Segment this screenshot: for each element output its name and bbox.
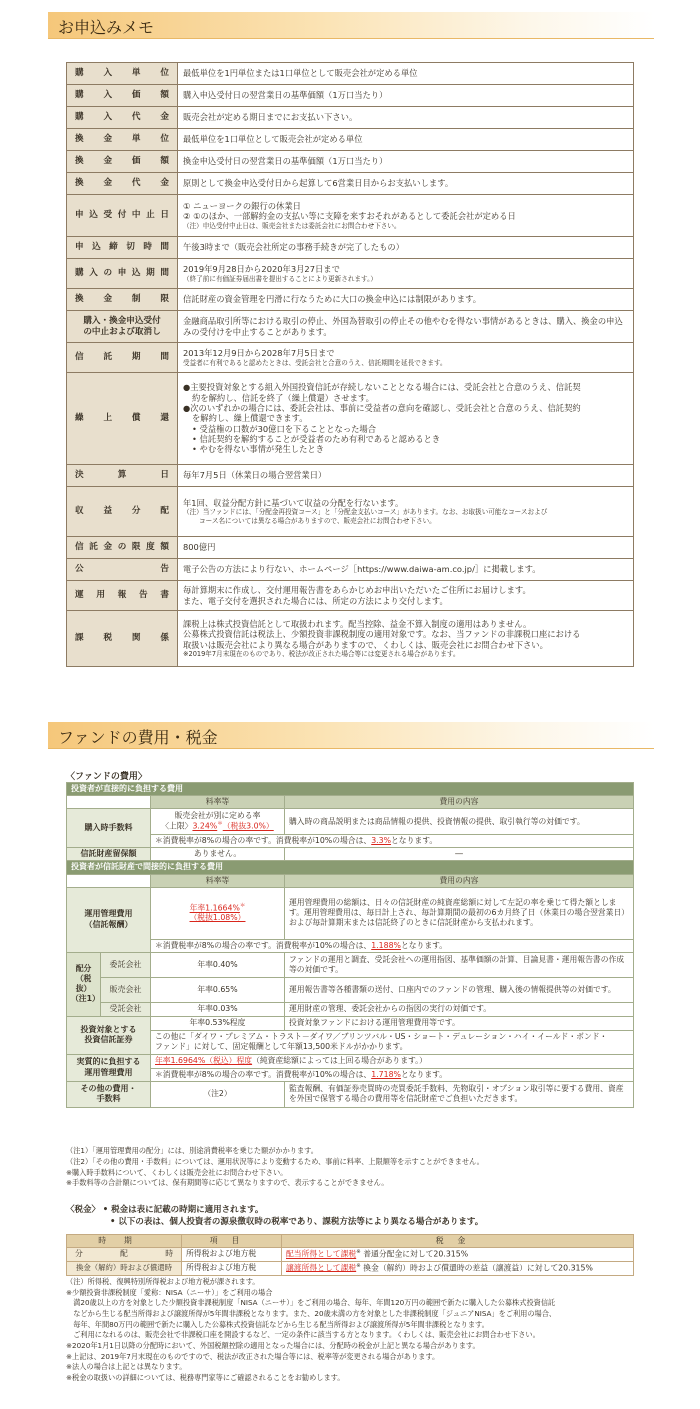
buy-fee-content: 購入時の商品説明または商品情報の提供、投資情報の提供、取引執行等の対価です。 <box>285 809 634 835</box>
other-key-1: その他の費用・ <box>80 1083 137 1093</box>
fee-row-retain <box>67 848 634 861</box>
fee-row-other <box>67 1081 634 1107</box>
memo-key: 信託金の限度額 <box>67 537 178 559</box>
tax-mark: ※ <box>356 1262 361 1269</box>
target-content: 投資対象ファンドにおける運用管理費用等です。 <box>285 1016 634 1030</box>
buy-note-c: となります。 <box>391 836 438 846</box>
tax-kind: 譲渡所得として課税 <box>286 1263 357 1273</box>
alloc-row <box>67 952 634 977</box>
alloc-label-3: （注1） <box>71 994 100 1004</box>
fees-header <box>67 796 634 809</box>
memo-row <box>67 343 634 373</box>
memo-key: 購入代金 <box>67 107 178 129</box>
memo-value: 信託財産の資金管理を円滑に行なうために大口の換金申込には制限があります。 <box>178 289 634 311</box>
tax-th-time: 時期 <box>67 1235 182 1248</box>
tax-item: 所得税および地方税 <box>182 1261 282 1275</box>
fee-row-mgmt <box>67 887 634 939</box>
fees-note: （注2）「その他の費用・手数料」については、運用状況等により変動するため、事前に料率、上限額等を示すことができません。 <box>66 1156 484 1166</box>
memo-row <box>67 581 634 611</box>
period-value: 2019年9月28日から2020年3月27日まで <box>183 264 340 275</box>
alloc-label-1: 配分 <box>75 964 92 974</box>
cancel-key-2: の中止および取消し <box>83 326 161 337</box>
tax-note: （注）所得税、復興特別所得税および地方税が課されます。 <box>66 1277 260 1286</box>
tax-table <box>66 1234 634 1276</box>
alloc-name: 委託会社 <box>101 952 151 977</box>
tax-label: 〈税金〉 <box>66 1205 101 1215</box>
memo-row <box>67 107 634 129</box>
memo-value <box>178 259 634 289</box>
period-note: （終了前に有価証券届出書を提出することにより更新されます。） <box>183 274 377 283</box>
memo-key: 収益分配 <box>67 487 178 537</box>
buy-rate-ex: （税抜3.0%） <box>222 822 274 832</box>
buy-rate-prefix: 〈上限〉 <box>161 822 193 832</box>
header-content: 費用の内容 <box>285 874 634 887</box>
memo-key: 決算日 <box>67 465 178 487</box>
alloc-label <box>67 952 101 1016</box>
redeem-line: • 受益権の口数が30億口を下ることとなった場合 <box>192 423 377 434</box>
fees-band <box>67 783 634 796</box>
tax-note: ※2020年1月1日以降の分配時において、外国税額控除の適用となった場合には、分配時の税金が上記と異なる場合があります。 <box>66 1340 480 1350</box>
alloc-rate: 年率0.03% <box>151 1002 285 1016</box>
real-key <box>67 1054 151 1081</box>
redeem-line: • やむを得ない事情が発生したとき <box>192 444 324 455</box>
buy-fee-rate <box>151 809 285 835</box>
memo-value <box>178 611 634 667</box>
memo-row <box>67 487 634 537</box>
dist-value: 年1回、収益分配方針に基づいて収益の分配を行ないます。 <box>183 498 404 509</box>
dist-note: （注）当ファンドには、「分配金再投資コース」と「分配金支払いコース」があります。なお、お取扱い可能なコースおよび <box>183 508 548 517</box>
other-rate: （注2） <box>151 1081 285 1107</box>
tax-desc-text: 普通分配金に対して20.315% <box>363 1249 469 1259</box>
mgmt-key-2: （信託報酬） <box>84 919 133 929</box>
memo-row <box>67 465 634 487</box>
memo-key: 換金価額 <box>67 151 178 173</box>
fee-note-row <box>67 1068 634 1081</box>
redeem-line: ●主要投資対象とする組入外国投資信託が存続しないこととなる場合には、受託会社と合意のうえ、信託契 <box>183 382 581 393</box>
memo-value: 換金申込受付日の翌営業日の基準価額（1万口当たり） <box>178 151 634 173</box>
target-rate: 年率0.53%程度 <box>151 1016 285 1030</box>
real-note-a: ＊消費税率が8%の場合の率です。消費税率が10%の場合は、 <box>155 1069 372 1079</box>
alloc-content: 運用財産の管理、委託会社からの指図の実行の対価です。 <box>285 1002 634 1016</box>
memo-row <box>67 173 634 195</box>
stop-note: （注）申込受付中止日は、販売会社または委託会社にお問合わせ下さい。 <box>183 221 401 230</box>
alloc-rate: 年率0.40% <box>151 952 285 977</box>
memo-key: 信託期間 <box>67 343 178 373</box>
buy-fee-key: 購入時手数料 <box>67 809 151 848</box>
real-key-2: 運用管理費用 <box>84 1067 133 1077</box>
tax-kind: 配当所得として課税 <box>286 1249 357 1259</box>
tax-line-2: • 以下の表は、個人投資者の源泉徴収時の税率であり、課税方法等により異なる場合があります。 <box>110 1217 484 1228</box>
retain-key: 信託財産留保額 <box>67 848 151 861</box>
memo-row <box>67 537 634 559</box>
memo-value: 金融商品取引所等における取引の停止、外国為替取引の停止その他やむを得ない事情があるときは、購入、換金の申込みの受付けを中止することがあります。 <box>178 311 634 343</box>
memo-row <box>67 311 634 343</box>
memo-key: 課税関係 <box>67 611 178 667</box>
buy-rate-mark: ＊ <box>217 821 223 828</box>
tax-row <box>67 1261 634 1275</box>
tax-th-item: 項目 <box>182 1235 282 1248</box>
real-rate <box>151 1054 634 1068</box>
redeem-line: 約を解約し、信託を終了（繰上償還）させます。 <box>192 392 374 403</box>
alloc-content: ファンドの運用と調査、受託会社への運用指図、基準価額の計算、目論見書・運用報告書の作成等の対価です。 <box>285 952 634 977</box>
other-key <box>67 1081 151 1107</box>
memo-key: 公告 <box>67 559 178 581</box>
memo-value <box>178 487 634 537</box>
target-key-2: 投資信託証券 <box>84 1035 133 1045</box>
tax-note: ※税金の取扱いの詳細については、税務専門家等にご確認されることをお勧めします。 <box>66 1372 345 1382</box>
memo-value <box>178 373 634 465</box>
alloc-row <box>67 1002 634 1016</box>
memo-value: 毎年7月5日（休業日の場合翌営業日） <box>178 465 634 487</box>
mgmt-rate-2: （税抜1.08%） <box>189 913 246 923</box>
buy-rate-line: 販売会社が別に定める率 <box>174 811 261 821</box>
other-content: 監査報酬、有価証券売買時の売買委託手数料、先物取引・オプション取引等に要する費用、資産を外国で保管する場合の費用等を信託財産でご負担いただきます。 <box>285 1081 634 1107</box>
tax-note: ご利用になれるのは、販売会社で非課税口座を開設するなど、一定の条件に該当する方となります。くわしくは、販売会社にお問合わせ下さい。 <box>66 1330 540 1340</box>
memo-value: 販売会社が定める期日までにお支払い下さい。 <box>178 107 634 129</box>
tax-note: 満20歳以上の方を対象とした少額投資非課税制度「NISA（ニーサ）」をご利用の場合、毎年、年間120万円の範囲で新たに購入した公募株式投資信託 <box>66 1298 556 1308</box>
memo-row <box>67 373 634 465</box>
memo-key: 申込受付中止日 <box>67 195 178 237</box>
cancel-key-1: 購入・換金申込受付 <box>83 315 161 326</box>
section-header-fees <box>48 722 654 749</box>
tax-desc <box>282 1261 634 1275</box>
fee-row-real <box>67 1054 634 1068</box>
target-key-1: 投資対象とする <box>80 1024 137 1034</box>
trust-note: 受益者に有利であると認めたときは、受託会社と合意のうえ、信託期間を延長できます。 <box>183 358 447 367</box>
tax-note: ※少額投資非課税制度「愛称：NISA（ニーサ）」をご利用の場合 <box>66 1287 273 1297</box>
tax-time: 分配時 <box>67 1248 182 1262</box>
tax-header <box>67 1235 634 1248</box>
real-note-c: となります。 <box>400 1069 448 1079</box>
memo-value: 購入申込受付日の翌営業日の基準価額（1万口当たり） <box>178 85 634 107</box>
band-direct: 投資者が直接的に負担する費用 <box>67 783 634 796</box>
tax-desc-text: 換金（解約）時および償還時の差益（譲渡益）に対して20.315% <box>363 1263 593 1273</box>
real-note <box>151 1068 634 1081</box>
mgmt-note-b: 1.188% <box>371 940 401 950</box>
fee-row-target <box>67 1016 634 1030</box>
memo-key: 購入単位 <box>67 63 178 85</box>
fees-table <box>66 782 634 1108</box>
memo-row <box>67 237 634 259</box>
memo-row <box>67 289 634 311</box>
tax-mark: ※ <box>356 1249 361 1256</box>
memo-key: 換金単位 <box>67 129 178 151</box>
memo-value <box>178 581 634 611</box>
mgmt-note-c: となります。 <box>400 940 448 950</box>
stop-line-1: ① ニューヨークの銀行の休業日 <box>183 201 301 212</box>
memo-key: 申込締切時間 <box>67 237 178 259</box>
memo-value: 最低単位を1円単位または1口単位として販売会社が定める単位 <box>178 63 634 85</box>
memo-row <box>67 259 634 289</box>
target-note-2: ファンド」に対して、固定報酬として年額13,500米ドルがかかります。 <box>155 1042 408 1052</box>
tax-note: ※2019年7月末現在のものであり、税法が改正された場合等には変更される場合があります。 <box>183 649 460 658</box>
header-rate: 料率等 <box>151 874 285 887</box>
alloc-rate: 年率0.65% <box>151 977 285 1002</box>
memo-key <box>67 311 178 343</box>
tax-th-tax: 税金 <box>282 1235 634 1248</box>
memo-key: 換金代金 <box>67 173 178 195</box>
retain-content: ― <box>285 848 634 861</box>
mgmt-rate-1: 年率1.1664% <box>189 903 240 913</box>
mgmt-rate-mark: ＊ <box>239 902 246 909</box>
tax-line-1: • 税金は表に記載の時期に適用されます。 <box>102 1205 264 1215</box>
target-note <box>151 1030 634 1054</box>
memo-key: 運用報告書 <box>67 581 178 611</box>
fees-band <box>67 861 634 874</box>
band-indirect: 投資者が信託財産で間接的に負担する費用 <box>67 861 634 874</box>
mgmt-key <box>67 887 151 952</box>
real-rate-value: 年率1.6964%（税込）程度 <box>155 1056 253 1066</box>
memo-row <box>67 559 634 581</box>
buy-note-a: ＊消費税率が8%の場合の率です。消費税率が10%の場合は、 <box>155 836 372 846</box>
real-rate-rest: （純資産総額によっては上回る場合があります。） <box>252 1056 427 1066</box>
report-line: また、電子交付を選択された場合には、所定の方法により交付します。 <box>183 595 448 606</box>
fees-notes <box>66 1146 646 1189</box>
memo-row-stop <box>67 195 634 237</box>
memo-value <box>178 343 634 373</box>
fee-row-buy <box>67 809 634 835</box>
memo-value: 午後3時まで（販売会社所定の事務手続きが完了したもの） <box>178 237 634 259</box>
fees-header <box>67 874 634 887</box>
memo-row <box>67 611 634 667</box>
fees-note: （注1）「運用管理費用の配分」には、別途消費税率を乗じた額がかかります。 <box>66 1146 318 1155</box>
alloc-name: 販売会社 <box>101 977 151 1002</box>
redeem-line: ●次のいずれかの場合には、委託会社は、事前に受益者の意向を確認し、受託会社と合意のうえ、信託契約 <box>183 402 581 413</box>
fees-subtitle: 〈ファンドの費用〉 <box>66 772 147 782</box>
redeem-line: • 信託契約を解約することが受益者のため有利であると認めるとき <box>192 434 441 445</box>
header-blank <box>67 874 151 887</box>
fees-note: ※手数料等の合計額については、保有期間等に応じて異なりますので、表示することができません。 <box>66 1178 389 1188</box>
alloc-name: 受託会社 <box>101 1002 151 1016</box>
mgmt-note-a: ＊消費税率が8%の場合の率です。消費税率が10%の場合は、 <box>155 940 372 950</box>
memo-key: 繰上償還 <box>67 373 178 465</box>
memo-row <box>67 151 634 173</box>
retain-rate: ありません。 <box>151 848 285 861</box>
memo-value <box>178 195 634 237</box>
other-key-2: 手数料 <box>96 1094 121 1104</box>
memo-key: 換金制限 <box>67 289 178 311</box>
memo-value: 電子公告の方法により行ない、ホームページ［https://www.daiwa-am.co.jp/］に掲載します。 <box>178 559 634 581</box>
section-title-fees: ファンドの費用・税金 <box>58 728 218 747</box>
memo-table <box>66 62 634 667</box>
tax-line: 公募株式投資信託は税法上、少額投資非課税制度の適用対象です。なお、当ファンドの非課税口座における <box>183 629 581 640</box>
mgmt-key-1: 運用管理費用 <box>84 909 133 919</box>
tax-line: 取扱いは販売会社により異なる場合がありますので、くわしくは、販売会社にお問合わせ下さい。 <box>183 639 548 650</box>
buy-rate-value: 3.24% <box>192 822 218 832</box>
target-key <box>67 1016 151 1054</box>
header-rate: 料率等 <box>151 796 285 809</box>
fee-note-row <box>67 835 634 848</box>
buy-note-b: 3.3% <box>371 836 392 846</box>
tax-note: ※上記は、2019年7月末現在のものですので、税法が改正された場合等には、税率等が変更される場合があります。 <box>66 1351 440 1361</box>
memo-row <box>67 85 634 107</box>
real-note-b: 1.718% <box>371 1069 401 1079</box>
report-line: 毎計算期末に作成し、交付運用報告書をあらかじめお申出いただいたご住所にお届けします。 <box>183 585 531 596</box>
tax-desc <box>282 1248 634 1262</box>
tax-line: 課税上は株式投資信託として取扱われます。配当控除、益金不算入制度の適用はありません。 <box>183 618 532 629</box>
memo-row <box>67 63 634 85</box>
memo-value: 最低単位を1口単位として販売会社が定める単位 <box>178 129 634 151</box>
redeem-line: を解約し、繰上償還できます。 <box>192 413 308 424</box>
memo-key: 購入価額 <box>67 85 178 107</box>
mgmt-content: 運用管理費用の総額は、日々の信託財産の純資産総額に対して左記の率を乗じて得た額とします。運用管理費用は、毎日計上され、毎計算期間の最初の6カ月終了日（休業日の場合翌営業日）および毎計算期末または信託終了のときに信託財産から支払われます。 <box>285 887 634 939</box>
trust-value: 2013年12月9日から2028年7月5日まで <box>183 348 335 359</box>
tax-note: 毎年、年間80万円の範囲で新たに購入した公募株式投資信託などから生じる配当所得および譲渡所得が5年間非課税となります。 <box>66 1319 489 1329</box>
tax-note: ※法人の場合は上記とは異なります。 <box>66 1362 187 1372</box>
memo-value: 800億円 <box>178 537 634 559</box>
tax-item: 所得税および地方税 <box>182 1248 282 1262</box>
memo-key: 購入の申込期間 <box>67 259 178 289</box>
tax-row <box>67 1248 634 1262</box>
mgmt-rate <box>151 887 285 939</box>
fee-note-row <box>67 1030 634 1054</box>
real-key-1: 実質的に負担する <box>76 1057 141 1067</box>
header-content: 費用の内容 <box>285 796 634 809</box>
header-blank <box>67 796 151 809</box>
tax-note: などから生じる配当所得および譲渡所得が5年間非課税となります。また、20歳未満の方を対象とした非課税制度「ジュニアNISA」をご利用の場合、 <box>66 1308 557 1318</box>
alloc-content: 運用報告書等各種書類の送付、口座内でのファンドの管理、購入後の情報提供等の対価です。 <box>285 977 634 1002</box>
mgmt-note <box>151 939 634 952</box>
fees-note: ※購入時手数料について、くわしくは販売会社にお問合わせ下さい。 <box>66 1167 288 1177</box>
target-note-1: この他に「ダイワ・プレミアム・トラスト－ダイワ／ブリンツバル・US・ショート・デュレーション・ハイ・イールド・ボンド・ <box>155 1032 608 1042</box>
section-header-memo <box>48 12 654 39</box>
tax-notes <box>66 1277 646 1384</box>
alloc-label-2: （税抜） <box>75 974 92 994</box>
section-title-memo: お申込みメモ <box>58 18 155 37</box>
alloc-row <box>67 977 634 1002</box>
fee-note-row <box>67 939 634 952</box>
memo-row <box>67 129 634 151</box>
tax-time: 換金（解約）時および償還時 <box>67 1261 182 1275</box>
tax-intro-line-1 <box>66 1204 483 1216</box>
dist-note: コース名については異なる場合がありますので、販売会社にお問合わせ下さい。 <box>199 516 436 525</box>
tax-intro <box>66 1204 483 1229</box>
memo-value: 原則として換金申込受付日から起算して6営業日目からお支払いします。 <box>178 173 634 195</box>
stop-line-2: ② ①のほか、一部解約金の支払い等に支障を来すおそれがあるとして委託会社が定める日 <box>183 211 516 222</box>
buy-fee-note <box>151 835 634 848</box>
